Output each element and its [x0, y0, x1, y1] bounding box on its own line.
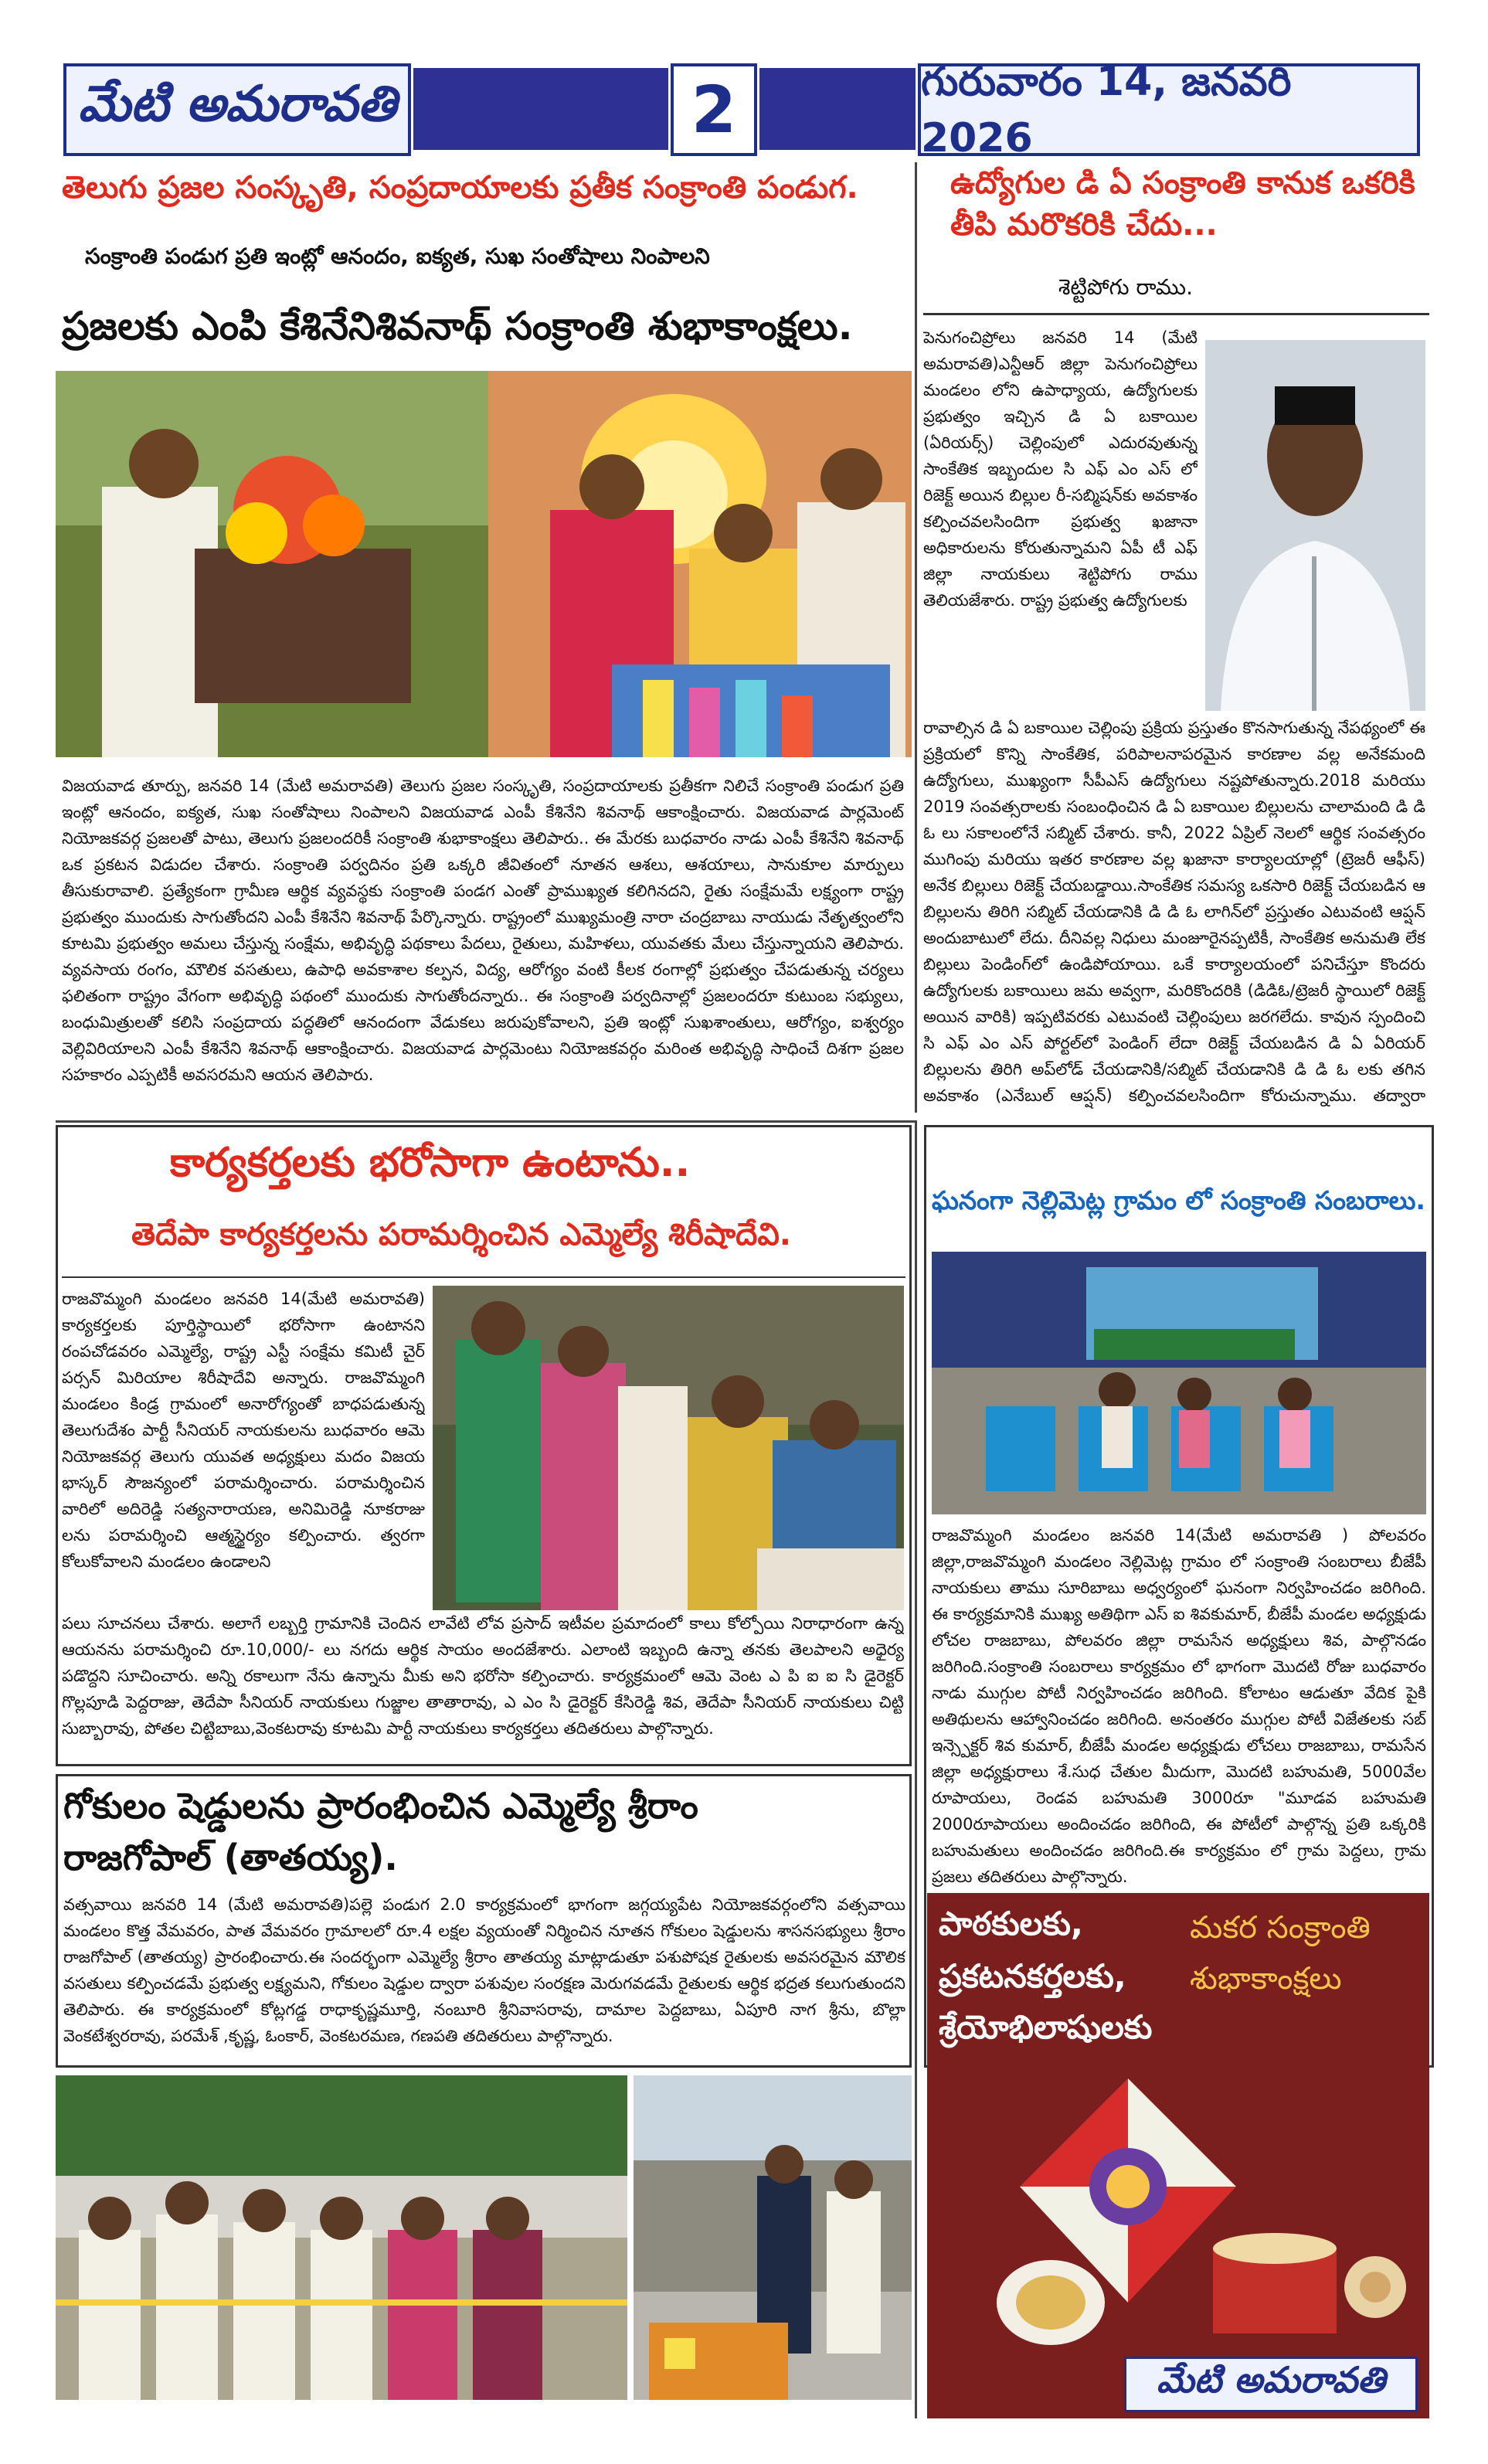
mp-sankranti-photo	[56, 371, 912, 757]
gokulam-headline-line2: రాజగోపాల్ (తాతయ్య).	[63, 1837, 398, 1878]
section-divider	[56, 1120, 915, 1123]
village-headline: ఘనంగా నెల్లిమెట్ల గ్రామం లో సంక్రాంతి సంబరాలు.	[932, 1185, 1425, 1215]
greeting-ad-line-left1: పాఠకులకు,	[939, 1905, 1083, 1942]
issue-date: గురువారం 14, జనవరి 2026	[918, 63, 1420, 156]
mla-subhead-rule	[62, 1276, 905, 1278]
da-author-photo	[1205, 340, 1425, 711]
mp-subhead: సంక్రాంతి పండుగ ప్రతి ఇంట్లో ఆనందం, ఐక్యత, సుఖ సంతోషాలు నింపాలని	[85, 243, 710, 269]
greeting-ad-line-left2: ప్రకటనకర్తలకు,	[939, 1957, 1126, 1995]
mla-article-body-full: పలు సూచనలు చేశారు. అలాగే లబ్బర్తి గ్రామానికి చెందిన లావేటి లోవ ప్రసాద్ ఇటీవల ప్రమాదంలో కాలు కోల్పోయి నిరాధారంగా ఉన్న ఆయనను పరామర్శించి రూ.10,000/- లు నగదు ఆర్థిక సాయం అందజేశారు. ఎలాంటి ఇబ్బంది ఉన్నా తనకు తెలపాలని అధైర్య పడొద్దని సూచించారు. అన్ని రకాలుగా నేను ఉన్నాను మీకు అని భరోసా కల్పించారు. కార్యక్రమంలో ఆమె వెంట ఎ పి ఐ ఐ సి డైరెక్టర్ గొల్లపూడి పెద్దరాజు, తెదేపా సీనియర్ నాయకులు గుజ్జాల తాతారావు, ఎ ఎం సి డైరెక్టర్ కేసిరెడ్డి శివ, తెదేపా సీనియర్ నాయకులు చిట్టి సుబ్బారావు, పోతల చిట్టిబాబు,వెంకటరావు కూటమి పార్టీ నాయకులు కార్యకర్తలు తదితరులు పాల్గొన్నారు.	[62, 1614, 904, 1738]
mla-headline: కార్యకర్తలకు భరోసాగా ఉంటాను..	[170, 1140, 691, 1186]
village-celebration-photo	[932, 1252, 1426, 1514]
da-divider	[923, 313, 1429, 315]
mp-headline: ప్రజలకు ఎంపి కేశినేనిశివనాథ్ సంక్రాంతి శుభాకాంక్షలు.	[62, 304, 853, 348]
greeting-ad-logo: మేటి అమరావతి	[1124, 2357, 1418, 2412]
greeting-ad-line-right1: మకర సంక్రాంతి	[1190, 1910, 1371, 1946]
masthead-band-right	[759, 68, 916, 150]
page-number: 2	[671, 63, 757, 156]
mp-article-body: విజయవాడ తూర్పు, జనవరి 14 (మేటి అమరావతి) తెలుగు ప్రజల సంస్కృతి, సంప్రదాయాలకు ప్రతీకగా నిలిచే సంక్రాంతి పండుగ ప్రతి ఇంట్లో ఆనందం, ఐక్యత, సుఖ సంతోషాలు నింపాలని విజయవాడ ఎంపీ కేశినేని శివనాథ్ ఆకాంక్షించారు. విజయవాడ పార్లమెంట్ నియోజకవర్గ ప్రజలతో పాటు, తెలుగు ప్రజలందరికీ సంక్రాంతి శుభాకాంక్షలు తెలిపారు.. ఈ మేరకు బుధవారం నాడు ఎంపీ కేశినేని శివనాథ్ ఒక ప్రకటన విడుదల చేశారు. సంక్రాంతి పర్వదినం ప్రతి ఒక్కరి జీవితంలో నూతన ఆశలు, ఆశయాలు, సానుకూల మార్పులు తీసుకురావాలి. ప్రత్యేకంగా గ్రామీణ ఆర్థిక వ్యవస్థకు సంక్రాంతి పండగ ఎంతో ప్రాముఖ్యత కలిగినదని, రైతు సంక్షేమమే లక్ష్యంగా రాష్ట్ర ప్రభుత్వం ముందుకు సాగుతోందని ఎంపీ కేశినేని శివనాథ్ పేర్కొన్నారు. రాష్ట్రంలో ముఖ్యమంత్రి నారా చంద్రబాబు నాయుడు నేతృత్వంలోని కూటమి ప్రభుత్వం అమలు చేస్తున్న సంక్షేమ, అభివృద్ధి పథకాలు పేదలు, రైతులు, మహిళలు, యువతకు మేలు చేస్తున్నాయని తెలిపారు. వ్యవసాయ రంగం, మౌలిక వసతులు, ఉపాధి అవకాశాల కల్పన, విద్య, ఆరోగ్యం వంటి కీలక రంగాల్లో ప్రభుత్వం చేపడుతున్న చర్యలు ఫలితంగా రాష్ట్రం వేగంగా అభివృద్ధి పథంలో ముందుకు సాగుతోందన్నారు.. ఈ సంక్రాంతి పర్వదినాల్లో ప్రజలందరూ కుటుంబ సభ్యులు, బంధుమిత్రులతో కలిసి సంప్రదాయ పద్ధతిలో ఆనందంగా వేడుకలు జరుపుకోవాలని, ప్రతి ఇంట్లో సుఖశాంతులు, ఆరోగ్యం, ఐశ్వర్యం వెల్లివిరియాలని ఎంపీ కేశినేని శివనాథ్ ఆకాంక్షించారు. విజయవాడ పార్లమెంటు నియోజకవర్గం మరింత అభివృద్ధి సాధించే దిశగా ప్రజల సహకారం ఎప్పటికీ అవసరమని ఆయన తెలిపారు.	[62, 777, 904, 1084]
mla-subhead: తెదేపా కార్యకర్తలను పరామర్శించిన ఎమ్మెల్యే శిరీషాదేవి.	[131, 1217, 791, 1252]
gokulam-article-body: వత్సవాయి జనవరి 14 (మేటి అమరావతి)పల్లె పండుగ 2.0 కార్యక్రమంలో భాగంగా జగ్గయ్యపేట నియోజకవర్గంలోని వత్సవాయి మండలం కొత్త వేమవరం, పాత వేమవరం గ్రామాలలో రూ.4 లక్షల వ్యయంతో నిర్మించిన నూతన గోకులం షెడ్డులను శాసనసభ్యులు శ్రీరాం రాజగోపాల్ (తాతయ్య) ప్రారంభించారు.ఈ సందర్భంగా ఎమ్మెల్యే శ్రీరాం తాతయ్య మాట్లాడుతూ పశుపోషక రైతులకు అవసరమైన మౌలిక వసతులు కల్పించడమే ప్రభుత్వ లక్ష్యమని, గోకులం షెడ్డుల ద్వారా పశువుల సంరక్షణ మెరుగవడమే రైతులకు ఆర్థిక భద్రత కలుగుతుందని తెలిపారు. ఈ కార్యక్రమంలో కోట్లగడ్డ రాధాకృష్ణమూర్తి, నంబూరి శ్రీనివాసరావు, దామాల పెద్దబాబు, ఏపూరి నాగ శ్రీను, బొల్లా వెంకటేశ్వరరావు, పరమేశ్ ,కృష్ణ, ఓంకార్, వెంకటరమణ, గణపతి తదితరులు పాల్గొన్నారు.	[63, 1895, 905, 2045]
masthead-band-left	[413, 68, 668, 150]
greeting-ad-line-left3: శ్రేయోభిలాషులకు	[939, 2008, 1153, 2046]
masthead-logo: మేటి అమరావతి	[63, 63, 411, 156]
mla-visit-photo	[433, 1286, 904, 1610]
greeting-ad-line-right2: శుభాకాంక్షలు	[1190, 1961, 1342, 1997]
column-divider	[915, 1120, 917, 2418]
gokulam-shed-photo	[634, 2075, 912, 2400]
mla-article-body-left: రాజవొమ్మంగి మండలం జనవరి 14(మేటి అమరావతి) కార్యకర్తలకు పూర్తిస్థాయిలో భరోసాగా ఉంటానని రంపచోడవరం ఎమ్మెల్యే, రాష్ట్ర ఎస్టీ సంక్షేమ కమిటీ చైర్ పర్సన్ మిరియాల శిరీషాదేవి అన్నారు. రాజవొమ్మంగి మండలం కిండ్ర గ్రామంలో అనారోగ్యంతో బాధపడుతున్న తెలుగుదేశం పార్టీ సీనియర్ నాయకులను బుధవారం ఆమె నియోజకవర్గ తెలుగు యువత అధ్యక్షులు మదం విజయ భాస్కర్ సౌజన్యంలో పరామర్శించారు. పరామర్శించిన వారిలో అదిరెడ్డి సత్యనారాయణ, అనిమిరెడ్డి నూకరాజు లను పరామర్శించి ఆత్మస్థైర్యం కల్పించారు. త్వరగా కోలుకోవాలని మండలం ఉండాలని	[62, 1290, 425, 1571]
da-article-body-bottom: రావాల్సిన డి ఏ బకాయిల చెల్లింపు ప్రక్రియ ప్రస్తుతం కొనసాగుతున్న నేపథ్యంలో ఈ ప్రక్రియలో కొన్ని సాంకేతిక, పరిపాలనాపరమైన కారణాల వల్ల అనేకమంది ఉద్యోగులు, ముఖ్యంగా సీపీఎస్ ఉద్యోగులు నష్టపోతున్నారు.2018 మరియు 2019 సంవత్సరాలకు సంబంధించిన డి ఏ బకాయిల బిల్లులను చాలామంది డి డి ఓ లు సకాలంలోనే సబ్మిట్ చేశారు. కానీ, 2022 ఏప్రిల్ నెలలో ఆర్థిక సంవత్సరం ముగింపు మరియు ఇతర కారణాల వల్ల ఖజానా కార్యాలయాల్లో (ట్రెజరీ ఆఫీస్) అనేక బిల్లులు రిజెక్ట్ చేయబడ్డాయి.సాంకేతిక సమస్య ఒకసారి రిజెక్ట్ చేయబడిన ఆ బిల్లులను తిరిగి సబ్మిట్ చేయడానికి డి డి ఓ లాగిన్‌లో ప్రస్తుతం ఎటువంటి ఆప్షన్ అందుబాటులో లేదు. దీనివల్ల నిధులు మంజూరైనప్పటికీ, సాంకేతిక అనుమతి లేక బిల్లులు పెండింగ్‌లో ఉండిపోయాయి. ఒకే కార్యాలయంలో పనిచేస్తూ కొందరు ఉద్యోగులకు బకాయిలు జమ అవ్వగా, మరికొందరికి (డిడిఓ/ట్రెజరీ స్థాయిలో రిజెక్ట్ అయిన వారికి) ఇప్పటివరకు ఎటువంటి చెల్లింపులు జరగలేదు. కావున స్పందించి సి ఎఫ్ ఎం ఎస్ పోర్టల్‌లో పెండింగ్ లేదా రిజెక్ట్ చేయబడిన డి ఏ ఏరియర్ బిల్లులను తిరిగి అప్‌లోడ్ చేయడానికి/సబ్మిట్ చేయడానికి డి డి ఓ లకు తగిన అవకాశం (ఎనేబుల్ ఆప్షన్) కల్పించవలసిందిగా కోరుచున్నాము. తద్వారా	[923, 719, 1425, 1105]
kite-illustration	[943, 2071, 1414, 2349]
da-headline: ఉద్యోగుల డి ఏ సంక్రాంతి కానుక ఒకరికి తీపి మరొకరికి చేదు...	[950, 165, 1415, 243]
da-article-body-top: పెనుగంచిప్రోలు జనవరి 14 (మేటి అమరావతి)ఎన్టీఆర్ జిల్లా పెనుగంచిప్రోలు మండలం లోని ఉపాధ్యాయ, ఉద్యోగులకు ప్రభుత్వం ఇచ్చిన డి ఏ బకాయిల (ఏరియర్స్) చెల్లింపులో ఎదురవుతున్న సాంకేతిక ఇబ్బందుల సి ఎఫ్ ఎం ఎస్ లో రిజెక్ట్ అయిన బిల్లుల రీ-సబ్మిషన్‌కు అవకాశం కల్పించవలసిందిగా ప్రభుత్వ ఖజానా అధికారులను కోరుతున్నామని ఏపీ టీ ఎఫ్ జిల్లా నాయకులు శెట్టిపోగు రాము తెలియజేశారు. రాష్ట్ర ప్రభుత్వ ఉద్యోగులకు	[923, 328, 1198, 610]
mp-kicker: తెలుగు ప్రజల సంస్కృతి, సంప్రదాయాలకు ప్రతీక సంక్రాంతి పండుగ.	[62, 170, 858, 206]
da-byline: శెట్టిపోగు రాము.	[1058, 274, 1194, 300]
gokulam-ribbon-photo	[56, 2075, 627, 2400]
column-divider	[915, 162, 917, 1113]
gokulam-headline-line1: గోకులం షెడ్డులను ప్రారంభించిన ఎమ్మెల్యే శ్రీరాం	[63, 1785, 698, 1827]
village-article-body: రాజవొమ్మంగి మండలం జనవరి 14(మేటి అమరావతి ) పోలవరం జిల్లా,రాజవొమ్మంగి మండలం నెల్లిమెట్ల గ్రామం లో సంక్రాంతి సంబరాలు బీజేపీ నాయకులు తాము సూరిబాబు అధ్వర్యంలో ఘనంగా నిర్వహించడం జరిగింది. ఈ కార్యక్రమానికి ముఖ్య అతిథిగా ఎస్ ఐ శివకుమార్, బీజేపీ మండల అధ్యక్షుడు లోచల రాజబాబు, పోలవరం జిల్లా రామసేన అధ్యక్షులు శివ, పాల్గొనడం జరిగింది.సంక్రాంతి సంబరాలు కార్యక్రమం లో భాగంగా మొదటి రోజు బుధవారం నాడు ముగ్గుల పోటీ నిర్వహించడం జరిగింది. కోలాటం ఆడుతూ వేదిక పైకి అతిథులను ఆహ్వానించడం జరిగింది. అనంతరం ముగ్గుల పోటీ విజేతలకు సబ్ ఇన్స్పెక్టర్ శివ కుమార్, బీజేపీ మండల అధ్యక్షుడు లోచలు రాజబాబు, రామసేన జిల్లా అధ్యక్షురాలు శే.సుధ చేతుల మీదుగా, మొదటి బహుమతి, 5000వేల రూపాయలు, రెండవ బహుమతి 3000రూ "మూడవ బహుమతి 2000రూపాయలు అందించడం జరిగింది, ఈ పోటీలో పాల్గొన్న ప్రతి ఒక్కరికి బహుమతులు అందించడం జరిగింది.ఈ కార్యక్రమం లో గ్రామ పెద్దలు, గ్రామ ప్రజలు తదితరులు పాల్గొన్నారు.	[932, 1526, 1426, 1886]
